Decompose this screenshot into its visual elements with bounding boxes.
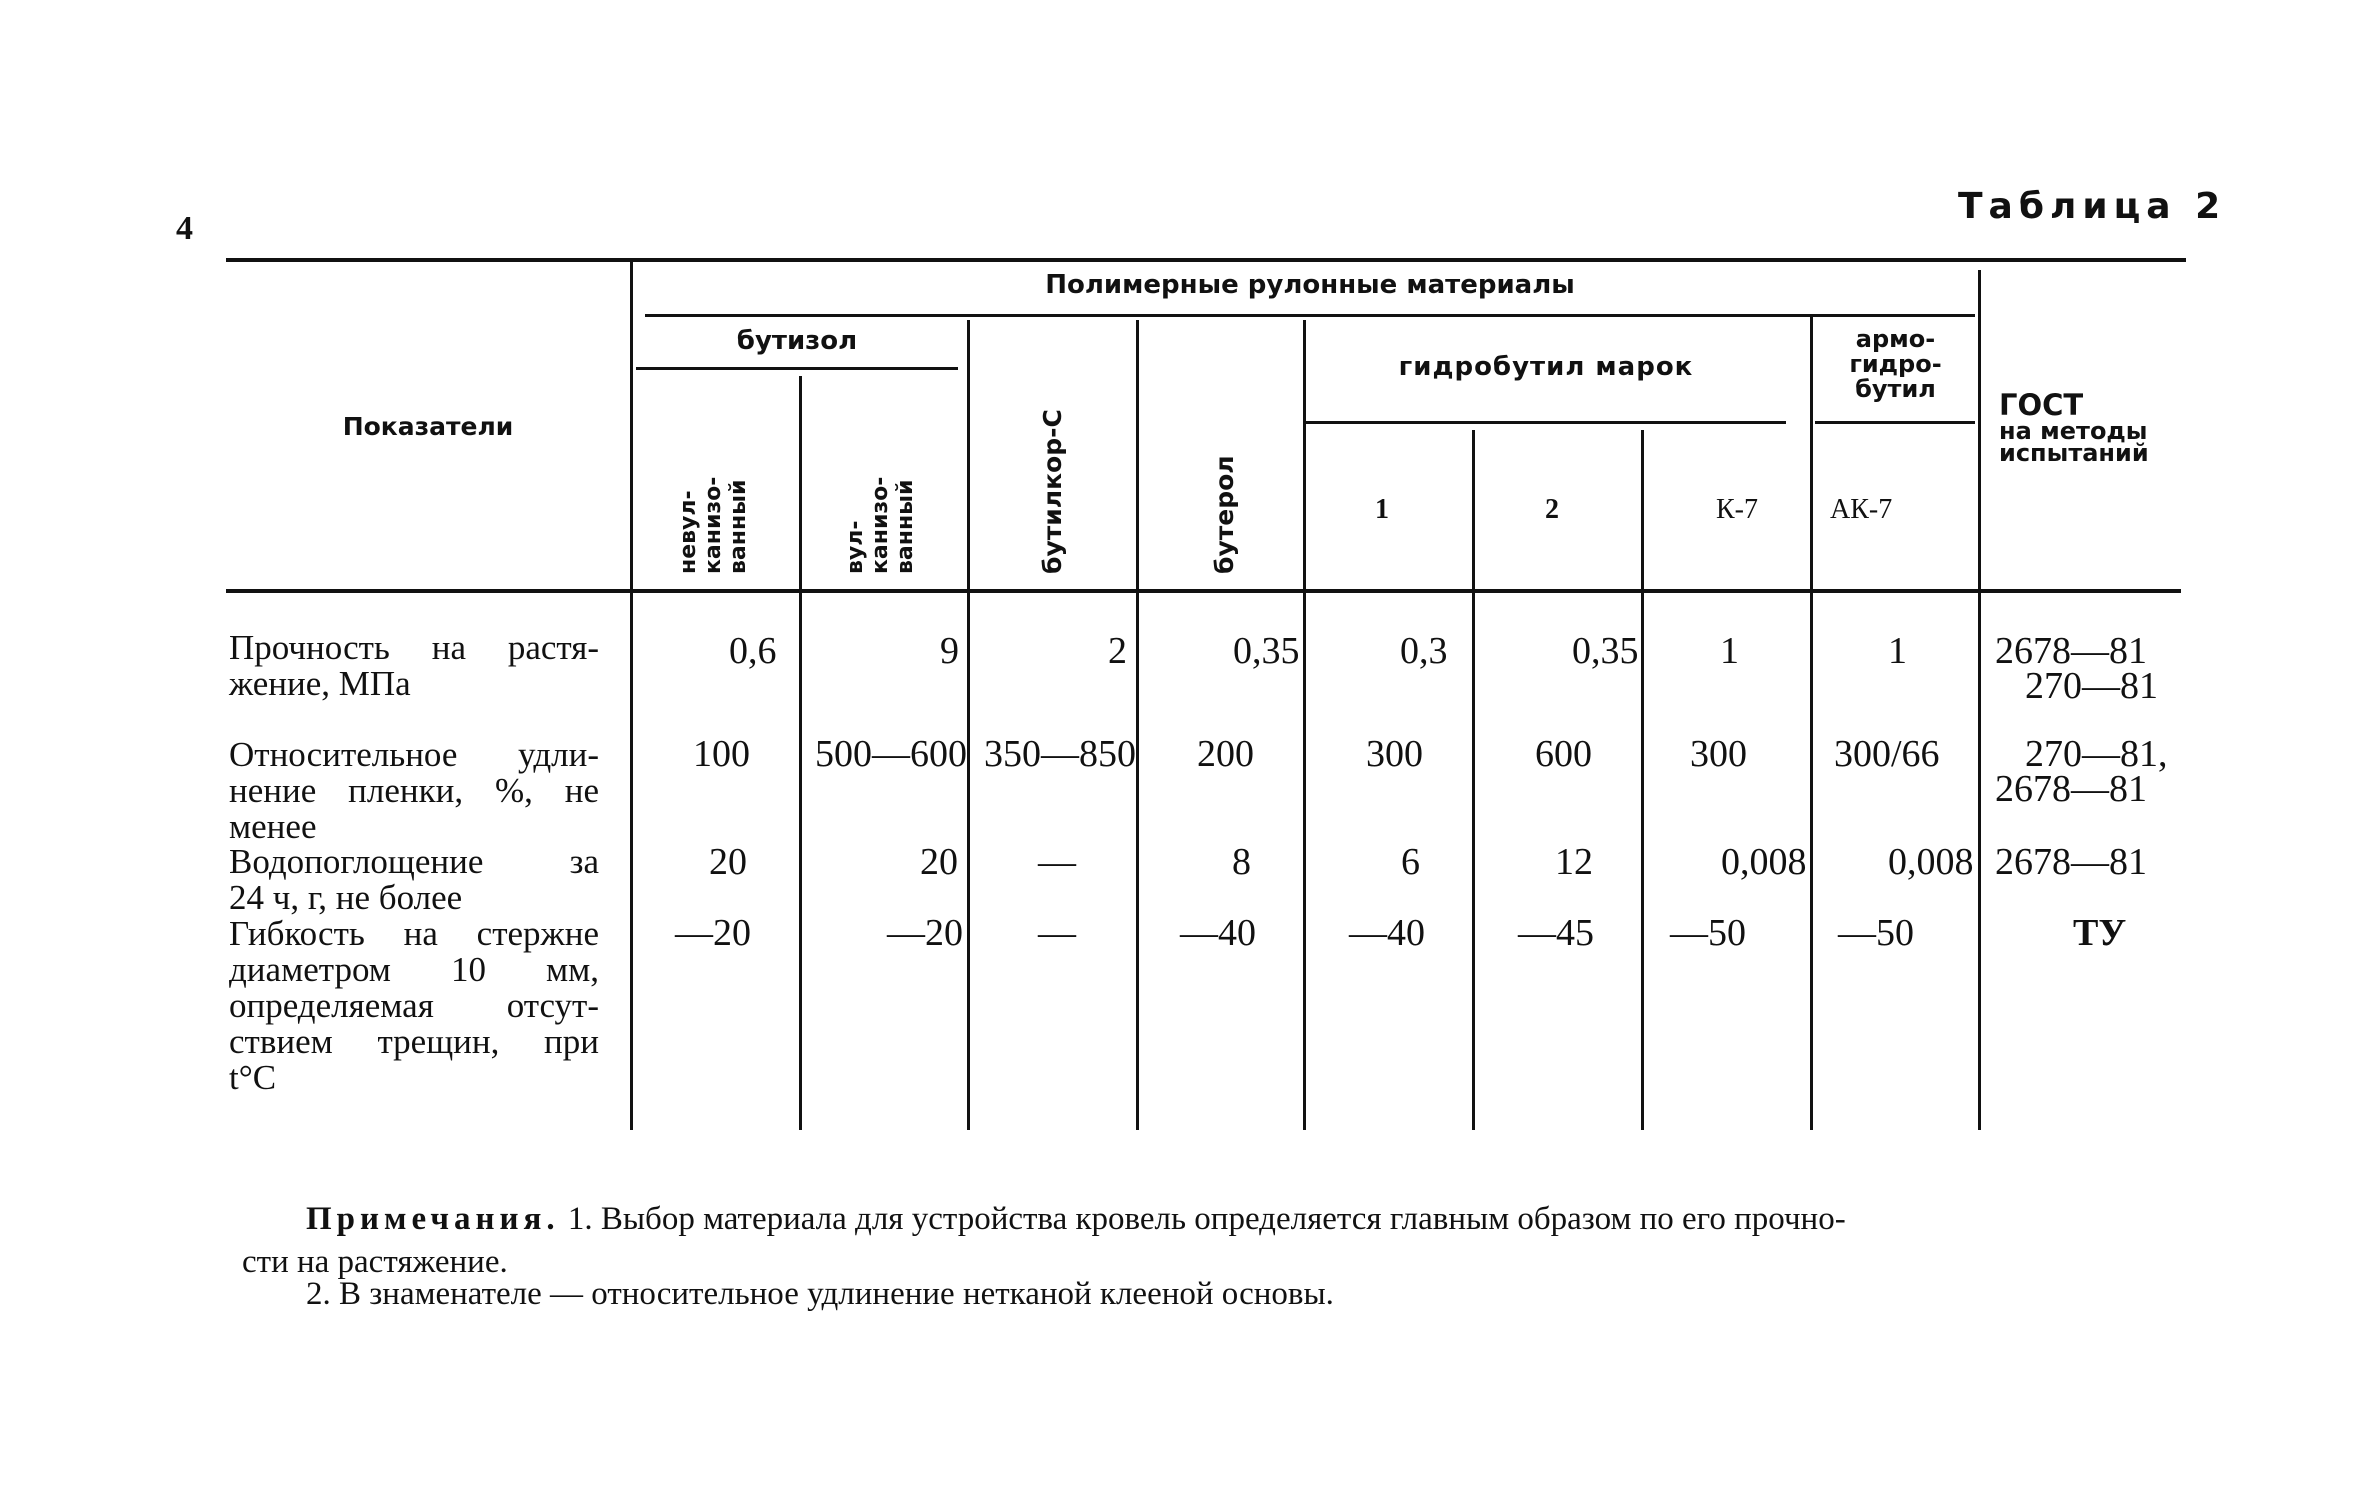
cell: —20 — [675, 912, 751, 954]
header-gidrobutil-group: гидробутил марок — [1398, 352, 1694, 382]
cell: 6 — [1401, 841, 1420, 883]
cell: — — [1038, 912, 1076, 954]
cell: 300/66 — [1834, 733, 1940, 775]
cell: 20 — [709, 841, 747, 883]
header-indicators: Показатели — [342, 412, 514, 441]
col-rule — [1641, 430, 1644, 1130]
cell: 0,35 — [1233, 630, 1300, 672]
butizol-rule — [636, 367, 958, 370]
cell: 0,008 — [1888, 841, 1974, 883]
armo-rule — [1815, 421, 1975, 424]
header-butizol: бутизол — [736, 326, 858, 356]
row-label: Гибкость на стержне диаметром 10 мм, определяемая отсут- ствием трещин, при t°С — [229, 914, 599, 1097]
cell: 9 — [940, 630, 959, 672]
notes-line-2: сти на растяжение. — [242, 1244, 508, 1280]
gost-cell: 270—81 — [2025, 665, 2158, 707]
cell: 0,008 — [1721, 841, 1807, 883]
col-rule — [1978, 270, 1981, 1130]
cell: 12 — [1555, 841, 1593, 883]
gost-cell: 270—81, — [2025, 733, 2168, 775]
cell: — — [1038, 841, 1076, 883]
header-armo — [1813, 327, 1978, 402]
header-gidro-2: 2 — [1545, 494, 1559, 525]
notes-title: Примечания. — [306, 1201, 560, 1237]
header-gost-line: испытаний — [1999, 439, 2149, 467]
cell: —20 — [887, 912, 963, 954]
header-gidro-k7: К-7 — [1716, 494, 1758, 525]
cell: 2 — [1108, 630, 1127, 672]
col-rule — [967, 320, 970, 1130]
header-butilkor: бутилкор-С — [1038, 409, 1067, 574]
row-label: Относительное удли- нение пленки, %, не менее — [229, 735, 599, 846]
col-rule — [1136, 320, 1139, 1130]
cell: —50 — [1670, 912, 1746, 954]
header-armo-line: армо- — [1855, 325, 1936, 353]
header-polymer-group: Полимерные рулонные материалы — [1045, 270, 1575, 300]
header-gost — [1999, 388, 2149, 467]
col-rule — [1810, 316, 1813, 1130]
gost-cell: 2678—81 — [1995, 841, 2147, 883]
notes-line-1 — [306, 1197, 1846, 1241]
cell: 20 — [920, 841, 958, 883]
page-number: 4 — [176, 210, 193, 247]
table-caption: Таблица 2 — [1958, 186, 2227, 227]
gost-cell: ТУ — [2073, 912, 2127, 954]
gost-cell: 2678—81 — [1995, 630, 2147, 672]
cell: 8 — [1232, 841, 1251, 883]
header-armo-line: бутил — [1855, 375, 1936, 403]
header-unvulcanized: невул- канизо- ванный — [676, 476, 751, 574]
cell: —45 — [1518, 912, 1594, 954]
header-buterol: бутерол — [1210, 455, 1239, 574]
cell: 200 — [1197, 733, 1254, 775]
gidrobutil-rule — [1306, 421, 1786, 424]
note-1-text: 1. Выбор материала для устройства кровель определяется главным образом по его прочно- — [567, 1201, 1846, 1237]
table-top-rule — [226, 258, 2186, 262]
cell: 0,35 — [1572, 630, 1639, 672]
col-rule — [799, 376, 802, 1130]
cell: 0,6 — [729, 630, 777, 672]
group-rule — [645, 314, 1975, 317]
cell: 500—600 — [815, 733, 967, 775]
col-rule — [630, 262, 633, 1130]
header-gost-line: на методы — [1999, 417, 2148, 445]
cell: 300 — [1690, 733, 1747, 775]
col-rule — [1303, 320, 1306, 1130]
cell: —50 — [1838, 912, 1914, 954]
cell: 350—850 — [984, 733, 1136, 775]
cell: 1 — [1888, 630, 1907, 672]
header-vulcanized: вул- канизо- ванный — [843, 476, 918, 574]
cell: 300 — [1366, 733, 1423, 775]
header-bottom-rule — [226, 589, 2181, 593]
cell: 1 — [1720, 630, 1739, 672]
header-armo-line: гидро- — [1849, 350, 1942, 378]
cell: 600 — [1535, 733, 1592, 775]
note-2: 2. В знаменателе — относительное удлинение нетканой клееной основы. — [306, 1276, 1334, 1312]
row-label: Прочность на растя- жение, МПа — [229, 628, 599, 703]
header-gidro-1: 1 — [1375, 494, 1389, 525]
row-label: Водопоглощение за 24 ч, г, не более — [229, 842, 599, 917]
cell: —40 — [1349, 912, 1425, 954]
col-rule — [1472, 430, 1475, 1130]
cell: —40 — [1180, 912, 1256, 954]
header-armo-ak7: АК-7 — [1830, 494, 1893, 525]
header-gost-line: ГОСТ — [1999, 388, 2084, 422]
cell: 0,3 — [1400, 630, 1448, 672]
cell: 100 — [693, 733, 750, 775]
gost-cell: 2678—81 — [1995, 768, 2147, 810]
